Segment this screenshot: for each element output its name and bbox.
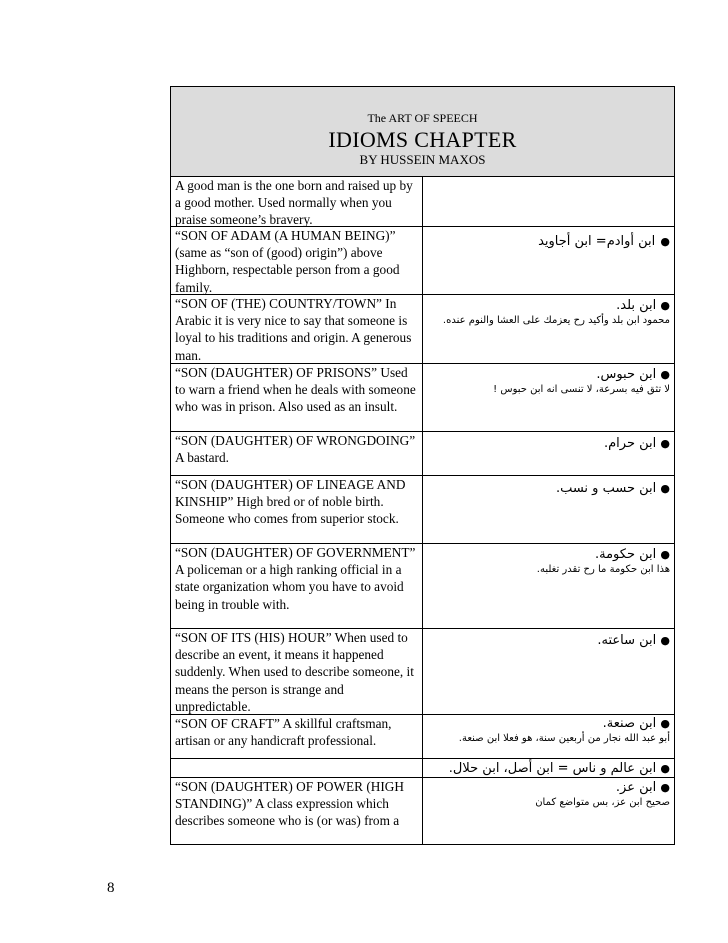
bullet-icon: ● xyxy=(660,717,670,730)
idiom-english: “SON OF CRAFT” A skillful craftsman, artisan or any handicraft professional. xyxy=(175,716,392,749)
idiom-arabic: ● ابن ساعته. xyxy=(597,633,670,648)
idiom-english: “SON (DAUGHTER) OF POWER (HIGH STANDING)” A class expression which describes someone who is (or was) from a xyxy=(175,779,404,829)
idiom-arabic: ● ابن أوادم= ابن أجاويد xyxy=(538,234,670,249)
bullet-icon: ● xyxy=(660,548,670,561)
idiom-english: “SON (DAUGHTER) OF WRONGDOING” A bastard. xyxy=(175,433,416,466)
idiom-example: هذا ابن حكومة ما رح تقدر تغلبه. xyxy=(536,564,670,575)
book-title: The ART OF SPEECH xyxy=(367,111,478,125)
page-number: 8 xyxy=(107,880,115,896)
idiom-arabic: ● ابن حكومة. هذا ابن حكومة ما رح تقدر تغلبه. xyxy=(425,546,670,577)
idiom-english: “SON (DAUGHTER) OF LINEAGE AND KINSHIP” High bred or of noble birth. Someone who comes from superior stock. xyxy=(175,477,406,527)
idiom-example: محمود ابن بلد وأكيد رح يعزمك على العشا والنوم عنده. xyxy=(442,315,670,326)
bullet-icon: ● xyxy=(660,482,670,495)
bullet-icon: ● xyxy=(660,781,670,794)
row-divider xyxy=(171,758,674,759)
idiom-example: لا تثق فيه بسرعة، لا تنسى انه ابن حبوس ! xyxy=(493,384,670,395)
idiom-arabic: ● ابن حرام. xyxy=(603,436,670,451)
idiom-example: أبو عبد الله نجار من أربعين سنة، هو فعلا ابن صنعة. xyxy=(458,733,670,744)
bullet-icon: ● xyxy=(660,762,670,775)
idiom-arabic: ● ابن صنعة. أبو عبد الله نجار من أربعين سنة، هو فعلا ابن صنعة. xyxy=(425,715,670,746)
idiom-arabic: ● ابن عز. صحيح ابن عز، بس متواضع كمان xyxy=(425,779,670,810)
idiom-english: “SON OF ADAM (A HUMAN BEING)” (same as “son of (good) origin”) above Highborn, respectable person from a good family. xyxy=(175,228,400,295)
idiom-arabic: ● ابن حسب و نسب. xyxy=(555,481,670,496)
bullet-icon: ● xyxy=(660,634,670,647)
author-line: BY HUSSEIN MAXOS xyxy=(359,152,486,167)
idiom-english: “SON (DAUGHTER) OF GOVERNMENT” A policeman or a high ranking official in a state organization whom you have to avoid being in trouble with. xyxy=(175,545,416,612)
idiom-english: “SON OF (THE) COUNTRY/TOWN” In Arabic it is very nice to say that someone is loyal to his traditions and origin. A generous man. xyxy=(175,296,412,363)
table-header xyxy=(171,87,674,177)
column-divider xyxy=(422,176,423,845)
idiom-arabic: ● ابن بلد. محمود ابن بلد وأكيد رح يعزمك على العشا والنوم عنده. xyxy=(425,297,670,328)
idioms-table xyxy=(170,86,675,845)
bullet-icon: ● xyxy=(660,368,670,381)
idiom-english: “SON (DAUGHTER) OF PRISONS” Used to warn a friend when he deals with someone who was in prison. Also used as an insult. xyxy=(175,365,416,415)
idiom-arabic: ● ابن حبوس. لا تثق فيه بسرعة، لا تنسى انه ابن حبوس ! xyxy=(425,366,670,397)
chapter-title: IDIOMS CHAPTER xyxy=(328,127,517,152)
idiom-english: A good man is the one born and raised up by a good mother. Used normally when you praise someone’s bravery. xyxy=(175,178,413,228)
idiom-english: “SON OF ITS (HIS) HOUR” When used to describe an event, it means it happened suddenly. When used to describe someone, it means the person is strange and unpredictable. xyxy=(175,630,414,714)
bullet-icon: ● xyxy=(660,437,670,450)
idiom-example: صحيح ابن عز، بس متواضع كمان xyxy=(535,797,670,808)
bullet-icon: ● xyxy=(660,299,670,312)
bullet-icon: ● xyxy=(660,235,670,248)
idiom-arabic: ● ابن عالم و ناس = ابن أصل، ابن حلال. xyxy=(448,761,670,776)
